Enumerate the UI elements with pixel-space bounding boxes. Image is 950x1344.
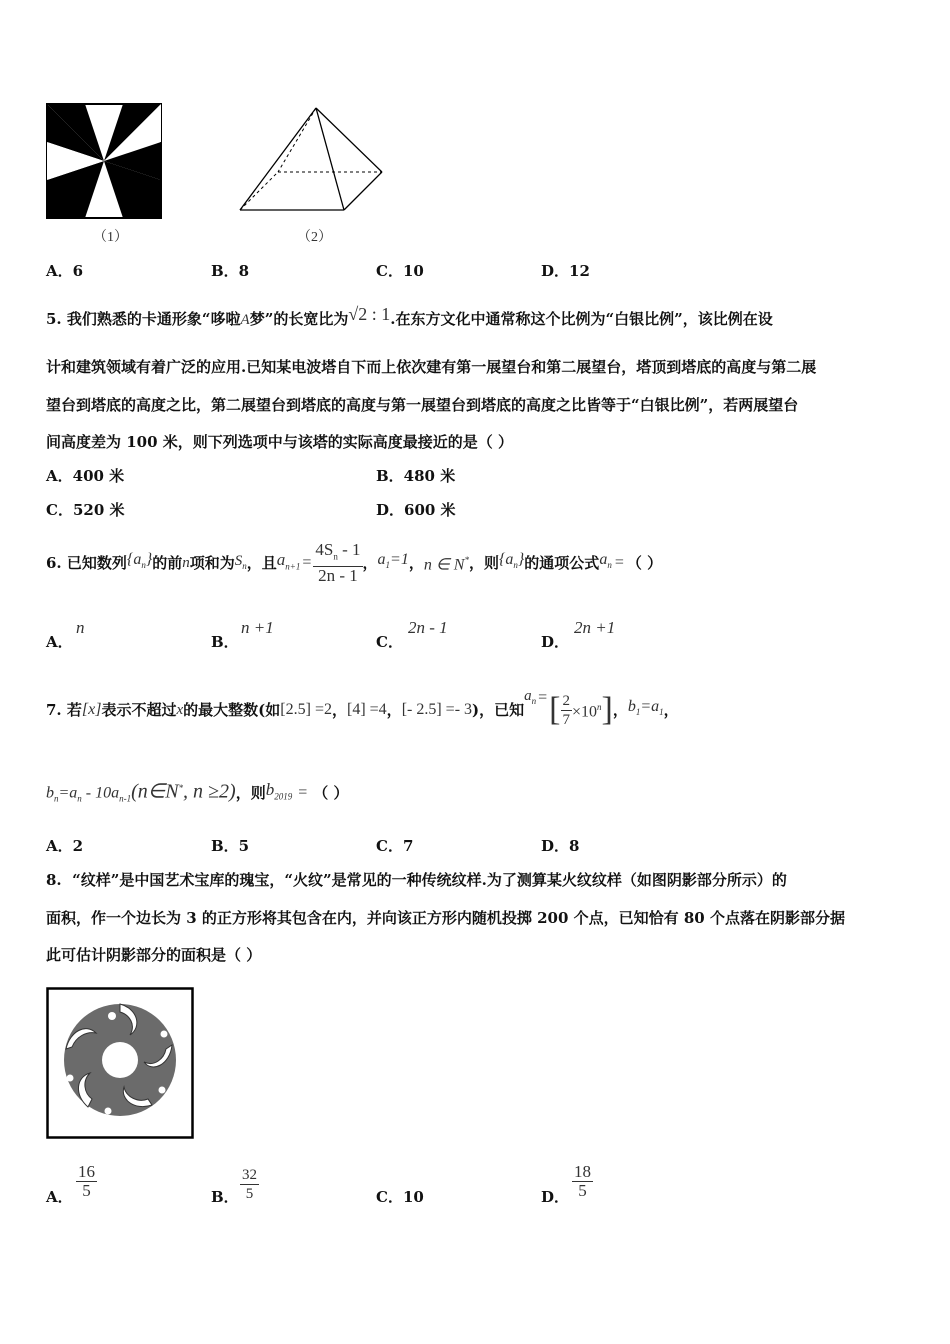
q5-number: 5. [46,310,62,328]
q7-bn-an1-sub: n-1 [119,793,132,804]
q8-option-a-num: 16 [78,1162,95,1181]
q7-bn-star: * [178,782,184,793]
q7-text-2: 表示不超过 [101,701,177,719]
q7-bn-minus: - 10a [81,784,120,802]
q6-seq2-sub: n [513,560,518,571]
q6-option-c-letter[interactable]: C． [376,633,403,651]
q7-right-bracket: ] [601,691,613,728]
q6-rec-a: a [276,549,286,569]
q7-b2019-eq: = [298,784,308,801]
q7-bn-recurrence [46,778,236,809]
figure-2-caption: （2） [297,230,332,245]
q6-text-1: 已知数列 [66,554,127,572]
q7-bn-an-sub: n [77,793,82,804]
q6-seq-2 [499,550,524,575]
q5-text-1c: .在东方文化中通常称这个比例为“白银比例”，该比例在设 [390,310,773,328]
pyramid-figure [236,104,386,216]
q6-text-2: 的前 [152,554,183,572]
q4-option-b[interactable]: B．8 [211,262,250,280]
q6-rec-denominator: 2n - 1 [318,565,358,585]
q7-bn-eq-a: =a [58,784,78,802]
q6-rec-num-sub: n [333,551,338,562]
q8-option-d-den: 5 [578,1181,587,1200]
q7-frac-den: 7 [562,711,570,728]
q6-option-d-letter[interactable]: D． [541,633,570,651]
q6-seq-sub: n [141,560,146,571]
q5-option-d[interactable]: D．600 米 [376,501,456,519]
q8-text-1: “纹样”是中国艺术宝库的瑰宝，“火纹”是常见的一种传统纹样.为了测算某火纹纹样（如图阴影部分所示）的 [72,871,787,889]
q8-option-a-letter[interactable]: A． [46,1188,73,1206]
q7-option-b[interactable]: B．5 [211,837,250,855]
q6-an-eq: = [614,554,624,571]
q7-option-a[interactable]: A．2 [46,837,84,855]
q6-text-5: ，则 [468,554,499,572]
q8-line-3: 此可估计阴影部分的面积是（ ） [46,946,262,964]
q6-number: 6. [46,554,62,572]
q7-line-1 [46,680,679,740]
q7-times [572,697,602,722]
q7-b2019-sub: 2019 [274,791,293,802]
q6-rec-numerator [313,541,362,566]
q7-b2019-letter: b [265,779,275,799]
q4-option-d[interactable]: D．12 [541,262,590,280]
q5-option-a[interactable]: A．400 米 [46,467,125,485]
q7-example-3: [- 2.5] =- 3 [401,701,473,718]
q6-S [235,551,247,576]
q5-option-b[interactable]: B．480 米 [376,467,456,485]
q7-text-1: 若 [66,701,82,719]
q6-option-a-letter[interactable]: A． [46,633,73,651]
q7-times-text: ×10 [572,703,598,721]
q6-rec-num-tail: - 1 [337,540,361,560]
q7-bn-sub: n [54,793,59,804]
q6-option-b-expr[interactable]: n +1 [241,618,274,637]
q6-seq2-open: {a [498,551,514,569]
q8-option-d-num: 18 [574,1162,591,1181]
q6-rec-fraction [313,541,362,584]
q6-a1 [378,550,409,575]
q6-an-letter: a [599,551,608,569]
q7-comma-1: ， [612,701,628,719]
q7-text-6: （ ） [313,784,349,802]
q6-text-4: ，且 [246,554,277,572]
q7-bn-cond-2: , n ≥2) [183,780,236,803]
q6-a1-eq: =1 [390,551,409,569]
q7-an-sub: n [531,695,537,706]
q4-option-a[interactable]: A．6 [46,262,84,280]
q8-option-c[interactable] [376,1187,424,1207]
q7-b1-eq: =a [640,698,660,716]
q6-domain-text: n ∈ N [423,556,465,574]
q7-example-1: [2.5] =2 [280,701,332,718]
q6-rec-eq: = [302,554,312,571]
q8-option-b-num: 32 [242,1167,257,1183]
q7-an [524,686,536,711]
q7-bracket-x: [x] [81,701,102,718]
q7-bn-cond: (n∈N [131,780,179,803]
q8-option-a-fraction[interactable] [76,1163,97,1200]
q6-seq2-close: } [517,551,525,569]
q6-a1-letter: a [377,551,386,569]
q6-option-c-expr[interactable]: 2n - 1 [408,618,448,637]
q7-option-d[interactable]: D．8 [541,837,580,855]
q8-number: 8. [46,871,62,889]
q6-S-sub: n [242,560,247,571]
q5-option-c[interactable]: C．520 米 [46,501,125,519]
q8-option-a-den: 5 [82,1181,91,1200]
q6-domain [424,550,469,575]
q5-ratio: √2 : 1 [348,304,391,324]
q5-line-2: 计和建筑领域有着广泛的应用.已知某电波塔自下而上依次建有第一展望台和第二展望台，塔顶到塔底的高度与第二展 [46,358,817,376]
q7-line-2 [46,778,348,808]
q6-rec-sub: n+1 [285,561,301,572]
q6-an-sub: n [607,560,612,571]
q6-comma-2: ， [408,554,424,572]
q6-seq [127,550,152,575]
q6-comma-1: ， [362,554,378,572]
q6-rec-num: 4S [315,540,334,560]
q6-rec-lhs [277,550,301,576]
q6-a1-sub: 1 [385,560,391,571]
q4-option-c[interactable]: C．10 [376,262,424,280]
q7-text-3: 的最大整数(如 [183,701,281,719]
q7-b1-sub: 1 [635,707,641,718]
q7-frac-num: 2 [562,692,570,709]
pinwheel-figure [45,102,163,220]
q7-bn-letter: b [46,784,54,802]
q8-option-d-fraction[interactable] [572,1163,593,1200]
q6-an [599,550,612,575]
q8-line-2: 面积，作一个边长为 3 的正方形将其包含在内，并向该正方形内随机投掷 200 个点，已知恰有 80 个点落在阴影部分据 [46,909,845,927]
q7-comma-b: ， [386,701,402,719]
q6-option-b-letter[interactable]: B． [211,633,239,651]
q7-pow: n [597,702,602,713]
q6-line-1 [46,541,662,585]
q6-text-6: 的通项公式 [524,554,600,572]
q5-line-1 [46,304,773,330]
q7-comma-a: ， [331,701,347,719]
q6-domain-sup: * [464,555,469,566]
q5-line-3: 望台到塔底的高度之比，第二展望台到塔底的高度与第一展望台到塔底的高度之比皆等于“白银比例”，若两展望台 [46,396,799,414]
q6-text-3: 项和为 [189,554,235,572]
q7-comma-2: ， [663,701,679,719]
q6-seq-close: } [145,551,153,569]
q8-option-b-letter[interactable]: B． [211,1188,239,1206]
q5-var-a: A [240,312,250,328]
q7-b1 [628,697,664,722]
q6-option-a-expr[interactable]: n [76,618,85,637]
q6-option-d-expr[interactable]: 2n +1 [574,618,616,637]
fire-pattern-figure [46,987,194,1139]
q7-fraction [561,692,573,729]
q8-option-d-letter[interactable]: D． [541,1188,570,1206]
q7-text-4: )，已知 [472,701,525,719]
q5-text-1a: 我们熟悉的卡通形象“哆啦 [66,310,241,328]
q8-line-1 [46,870,787,890]
q7-an-eq: = [538,689,548,706]
q6-text-7: （ ） [626,554,663,572]
q5-text-1b: 梦”的长宽比为 [249,310,349,328]
q7-option-c[interactable]: C．7 [376,837,414,855]
q7-b1-letter: b [627,698,636,716]
q7-b1-eq-sub: 1 [659,707,664,718]
q7-number: 7. [46,701,62,719]
q6-n: n [182,555,190,571]
q7-b2019 [266,780,293,806]
q5-line-4: 间高度差为 100 米，则下列选项中与该塔的实际高度最接近的是（ ） [46,433,513,451]
q7-text-5: ，则 [235,784,266,802]
figure-1-caption: （1） [93,230,128,245]
q8-option-b-den: 5 [245,1186,254,1202]
q6-seq-open: {a [126,551,142,569]
q8-option-c-letter: C． [376,1188,403,1206]
q7-x: x [176,702,184,718]
q7-example-2: [4] =4 [346,701,387,718]
q7-left-bracket: [ [549,691,561,728]
q6-S-letter: S [234,552,243,569]
q8-option-c-text: 10 [402,1188,424,1206]
q7-an-letter: a [524,687,532,704]
q8-option-b-fraction[interactable] [240,1166,259,1203]
